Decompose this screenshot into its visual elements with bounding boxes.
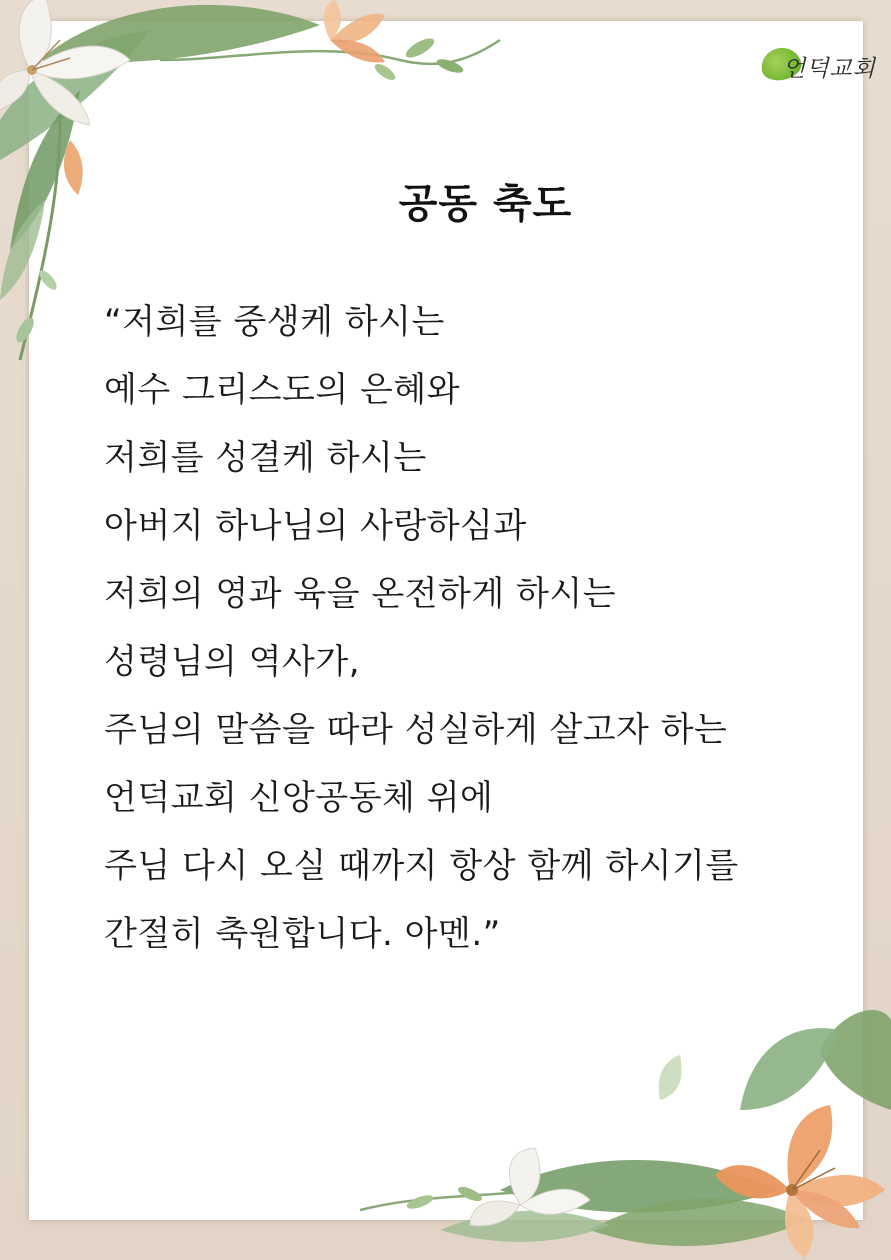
church-logo	[761, 44, 876, 86]
prayer-line: 아버지 하나님의 사랑하심과	[104, 506, 527, 546]
logo-text: 언덕교회	[783, 56, 876, 82]
prayer-line: 저희를 성결케 하시는	[104, 438, 427, 478]
prayer-line: “저희를 중생케 하시는	[104, 302, 445, 342]
prayer-line: 저희의 영과 육을 온전하게 하시는	[104, 574, 617, 614]
page-title: 공동 축도	[398, 181, 573, 227]
prayer-line: 주님 다시 오실 때까지 항상 함께 하시기를	[104, 846, 739, 886]
prayer-line: 간절히 축원합니다. 아멘.”	[104, 914, 501, 954]
prayer-text	[104, 288, 739, 968]
prayer-line: 성령님의 역사가,	[104, 642, 361, 682]
prayer-line: 주님의 말씀을 따라 성실하게 살고자 하는	[104, 710, 728, 750]
prayer-line: 예수 그리스도의 은혜와	[104, 370, 461, 410]
prayer-line: 언덕교회 신앙공동체 위에	[104, 778, 494, 818]
